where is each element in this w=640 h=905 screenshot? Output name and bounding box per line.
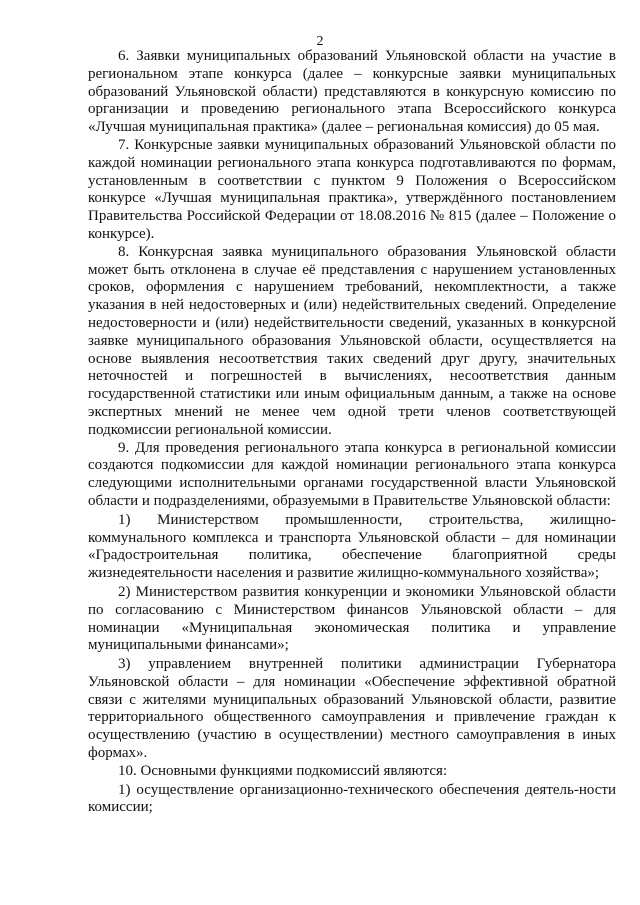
paragraph-7: 7. Конкурсные заявки муниципальных образований Ульяновской области по каждой номинации регионального этапа конкурса подготавливаются по формам, установленным в соответствии с пунктом 9 Положения о Всероссийском конкурсе «Лучшая муниципальная практика», утверждённого постановлением Правительства Российской Федерации от 18.08.2016 № 815 (далее – Положение о конкурсе). — [88, 136, 616, 242]
paragraph-6: 6. Заявки муниципальных образований Ульяновской области на участие в региональном этапе конкурса (далее – конкурсные заявки муниципальных образований Ульяновской области) представляются в конкурсную комиссию по организации и проведению регионального этапа Всероссийского конкурса «Лучшая муниципальная практика» (далее – региональная комиссия) до 05 мая. — [88, 48, 616, 136]
paragraph-9-item-2: 2) Министерством развития конкуренции и экономики Ульяновской области по согласованию с Министерством финансов Ульяновской области – для номинации «Муниципальная экономическая политика и управление муниципальными финансами»; — [88, 583, 616, 654]
document-body — [88, 48, 616, 817]
paragraph-8: 8. Конкурсная заявка муниципального образования Ульяновской области может быть отклонена в случае её представления с нарушением установленных сроков, оформления с нарушением требований, некомплектности, а также указания в ней недостоверных и (или) недействительных сведений. Определение недостоверности и (или) недействительности сведений, указанных в конкурсной заявке муниципального образования Ульяновской области, осуществляется на основе выявления несоответствия таких сведений друг другу, значительных неточностей и погрешностей в вычислениях, несоответствия данным государственной статистики или иным официальным данным, а также на основе экспертных мнений не менее чем одной трети членов соответствующей подкомиссии региональной комиссии. — [88, 243, 616, 438]
paragraph-10-item-1: 1) осуществление организационно-технического обеспечения деятель-ности комиссии; — [88, 781, 616, 816]
paragraph-9: 9. Для проведения регионального этапа конкурса в региональной комиссии создаются подкомиссии для каждой номинации регионального этапа конкурса следующими исполнительными органами государственной власти Ульяновской области и подразделениями, образуемыми в Правительстве Ульяновской области: — [88, 439, 616, 509]
paragraph-10: 10. Основными функциями подкомиссий являются: — [118, 762, 448, 779]
paragraph-9-item-3: 3) управлением внутренней политики администрации Губернатора Ульяновской области – для номинации «Обеспечение эффективной обратной связи с жителями муниципальных образований Ульяновской области, развитие территориального общественного самоуправления и привлечение граждан к осуществлению (участию в осуществлении) местного самоуправления в иных формах». — [88, 656, 616, 762]
page-number: 2 — [316, 34, 324, 49]
paragraph-9-item-1: 1) Министерством промышленности, строительства, жилищно-коммунального комплекса и транспорта Ульяновской области – для номинации «Градостроительная политика, обеспечение благоприятной среды жизнедеятельности населения и развитие жилищно-коммунального хозяйства»; — [88, 511, 616, 582]
